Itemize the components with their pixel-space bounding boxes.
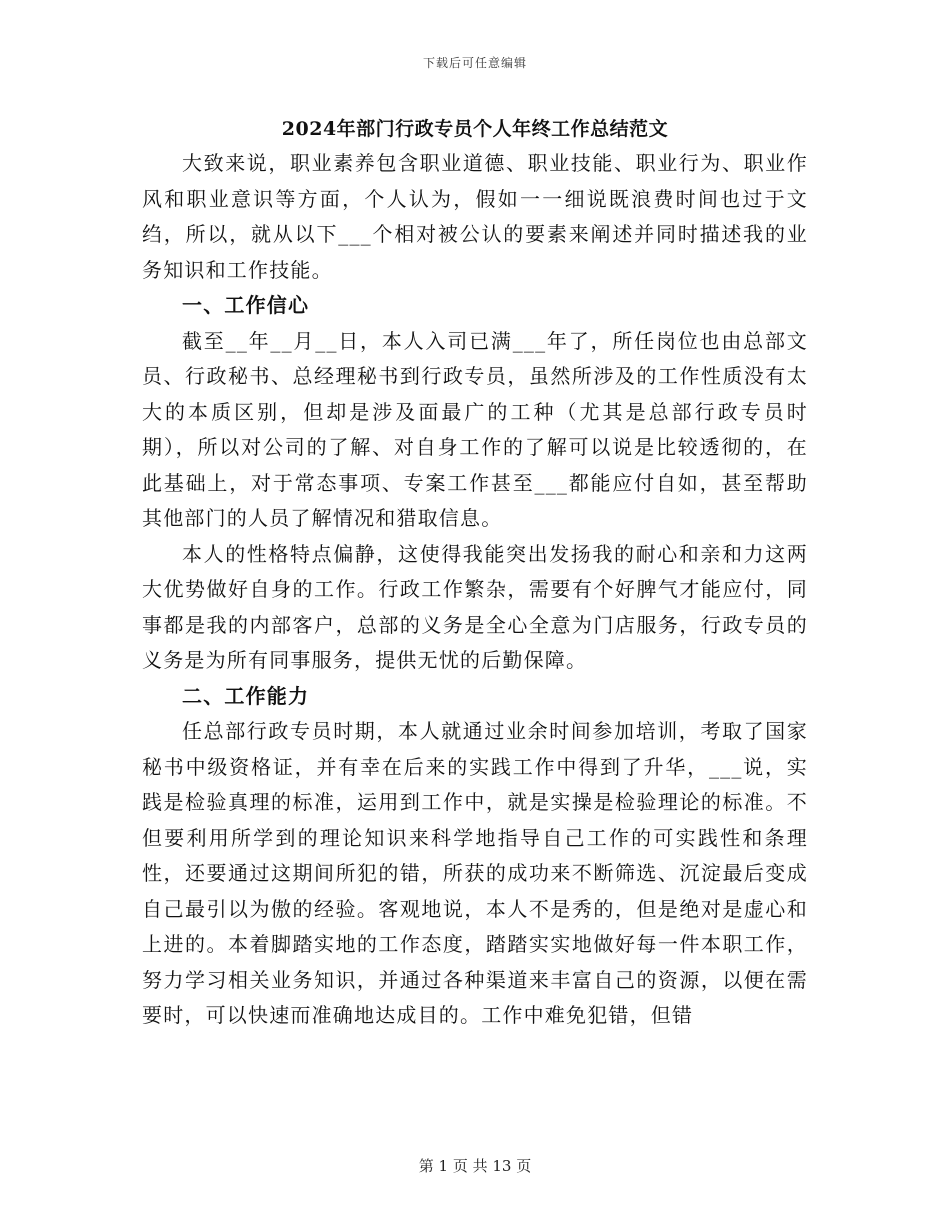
intro-paragraph: 大致来说，职业素养包含职业道德、职业技能、职业行为、职业作风和职业意识等方面，个人认为，假如一一细说既浪费时间也过于文绉，所以，就从以下___个相对被公认的要素来阐述并同时描述我的业务知识和工作技能。 [142, 151, 808, 282]
section-work-ability [142, 679, 808, 1034]
document-body [142, 112, 808, 1034]
section-heading: 一、工作信心 [182, 293, 310, 317]
section-paragraph: 本人的性格特点偏静，这使得我能突出发扬我的耐心和亲和力这两大优势做好自身的工作。行政工作繁杂，需要有个好脾气才能应付，同事都是我的内部客户，总部的义务是全心全意为门店服务，行政专员的义务是为所有同事服务，提供无忧的后勤保障。 [142, 541, 808, 672]
section-heading: 二、工作能力 [182, 683, 310, 708]
section-work-confidence [142, 288, 808, 679]
document-title: 2024年部门行政专员个人年终工作总结范文 [281, 118, 669, 140]
page-header-note: 下载后可任意编辑 [422, 56, 527, 70]
page-number: 第 1 页 共 13 页 [418, 1157, 532, 1175]
section-paragraph: 截至__年__月__日，本人入司已满___年了，所任岗位也由总部文员、行政秘书、总经理秘书到行政专员，虽然所涉及的工作性质没有太大的本质区别，但却是涉及面最广的工种（尤其是总部行政专员时期），所以对公司的了解、对自身工作的了解可以说是比较透彻的，在此基础上，对于常态事项、专案工作甚至___都能应付自如，甚至帮助其他部门的人员了解情况和猎取信息。 [142, 328, 808, 530]
section-paragraph: 任总部行政专员时期，本人就通过业余时间参加培训，考取了国家秘书中级资格证，并有幸在后来的实践工作中得到了升华，___说，实践是检验真理的标准，运用到工作中，就是实操是检验理论的标准。不但要利用所学到的理论知识来科学地指导自己工作的可实践性和条理性，还要通过这期间所犯的错，所获的成功来不断筛选、沉淀最后变成自己最引以为傲的经验。客观地说，本人不是秀的，但是绝对是虚心和上进的。本着脚踏实地的工作态度，踏踏实实地做好每一件本职工作，努力学习相关业务知识，并通过各种渠道来丰富自己的资源，以便在需要时，可以快速而准确地达成目的。工作中难免犯错，但错 [142, 719, 808, 1027]
